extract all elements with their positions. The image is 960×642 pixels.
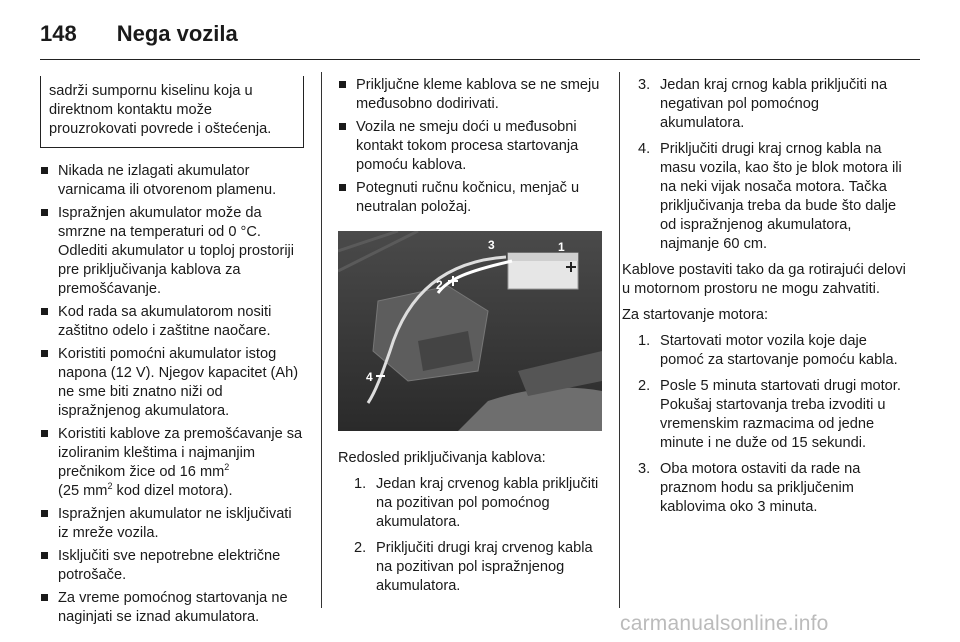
start-steps — [622, 332, 906, 517]
column-divider-2 — [619, 72, 620, 608]
list-item: Kod rada sa akumulatorom nositi zaštitno odelo i zaštitne naočare. — [40, 303, 304, 341]
list-item: Za vreme pomoćnog startovanja ne naginjati se iznad akumulatora. — [40, 589, 304, 627]
cable-routing-paragraph: Kablove postaviti tako da ga rotirajući delovi u motornom prostoru ne mogu zahvatiti. — [622, 262, 906, 297]
list-item: Priključne kleme kablova se ne smeju međusobno dodirivati. — [338, 76, 604, 114]
column-1 — [40, 76, 304, 631]
cable-text-3: kod dizel motora). — [112, 483, 233, 499]
list-item: Potegnuti ručnu kočnicu, menjač u neutralan položaj. — [338, 179, 604, 217]
cable-text-2: (25 mm — [58, 483, 108, 499]
watermark: carmanualsonline.info — [620, 612, 829, 635]
header-rule — [40, 59, 920, 60]
list-item: Nikada ne izlagati akumulator varnicama ili otvorenom plamenu. — [40, 162, 304, 200]
list-item: Isključiti sve nepotrebne električne potrošače. — [40, 547, 304, 585]
cable-sup-1: 2 — [224, 462, 230, 473]
list-item: 2. Priključiti drugi kraj crvenog kabla na pozitivan pol ispražnjenog akumulatora. — [354, 540, 593, 594]
list-item-cables — [40, 425, 304, 501]
list-item: Vozila ne smeju doći u međusobni kontakt tokom procesa startovanja pomoću kablova. — [338, 118, 604, 175]
column-3 — [622, 76, 906, 524]
safety-bullet-list — [40, 162, 304, 627]
list-item: 1. Startovati motor vozila koje daje pomoć za startovanje pomoću kabla. — [638, 333, 898, 368]
start-heading: Za startovanje motora: — [622, 307, 769, 323]
list-item: Ispražnjen akumulator može da smrzne na temperaturi od 0 °C. Odlediti akumulator u toploj prostoriji pre priključivanja kablova za premošćavanje. — [40, 204, 304, 299]
list-item: 2. Posle 5 minuta startovati drugi motor. Pokušaj startovanja treba izvoditi u vremenskim razmacima od jedne minute i ne duže od 15 sekundi. — [638, 378, 901, 451]
jump-start-diagram — [338, 231, 602, 431]
page-title: Nega vozila — [116, 21, 238, 46]
page-header — [40, 12, 238, 56]
label-1: 1 — [558, 240, 565, 254]
sequence-heading: Redosled priključivanja kablova: — [338, 450, 546, 466]
connection-steps — [338, 475, 604, 596]
list-item: 4. Priključiti drugi kraj crnog kabla na masu vozila, kao što je blok motora ili na neki vijak nosača motora. Tačka priključivanja treba da bude što dalje od ispražnjenog akumulatora, najmanje 60 cm. — [638, 141, 902, 252]
list-item: Koristiti pomoćni akumulator istog napona (12 V). Njegov kapacitet (Ah) ne sme biti znatno niži od ispražnjenog akumulatora. — [40, 345, 304, 421]
column-divider-1 — [321, 72, 322, 608]
connection-steps-continued — [622, 76, 906, 254]
engine-bay-illustration — [338, 231, 602, 431]
warning-box — [40, 76, 304, 148]
precaution-bullet-list — [338, 76, 604, 217]
column-2 — [338, 76, 604, 603]
label-4: 4 — [366, 370, 373, 384]
cable-sup-2: 2 — [107, 481, 113, 492]
helper-battery-top — [508, 253, 578, 261]
label-2: 2 — [436, 278, 443, 292]
cable-text-1: Koristiti kablove za premošćavanje sa izoliranim kleštima i najmanjim prečnikom žice od 16 mm — [58, 426, 303, 480]
warning-text: sadrži sumpornu kiselinu koja u direktnom kontaktu može prouzrokovati povrede i oštećenja. — [49, 83, 272, 137]
label-3: 3 — [488, 238, 495, 252]
list-item: 1. Jedan kraj crvenog kabla priključiti na pozitivan pol pomoćnog akumulatora. — [354, 476, 599, 530]
list-item: 3. Jedan kraj crnog kabla priključiti na negativan pol pomoćnog akumulatora. — [638, 77, 888, 131]
list-item: 3. Oba motora ostaviti da rade na praznom hodu sa priključenim kablovima oko 3 minuta. — [638, 461, 861, 515]
list-item: Ispražnjen akumulator ne isključivati iz mreže vozila. — [40, 505, 304, 543]
page-number: 148 — [40, 21, 77, 46]
